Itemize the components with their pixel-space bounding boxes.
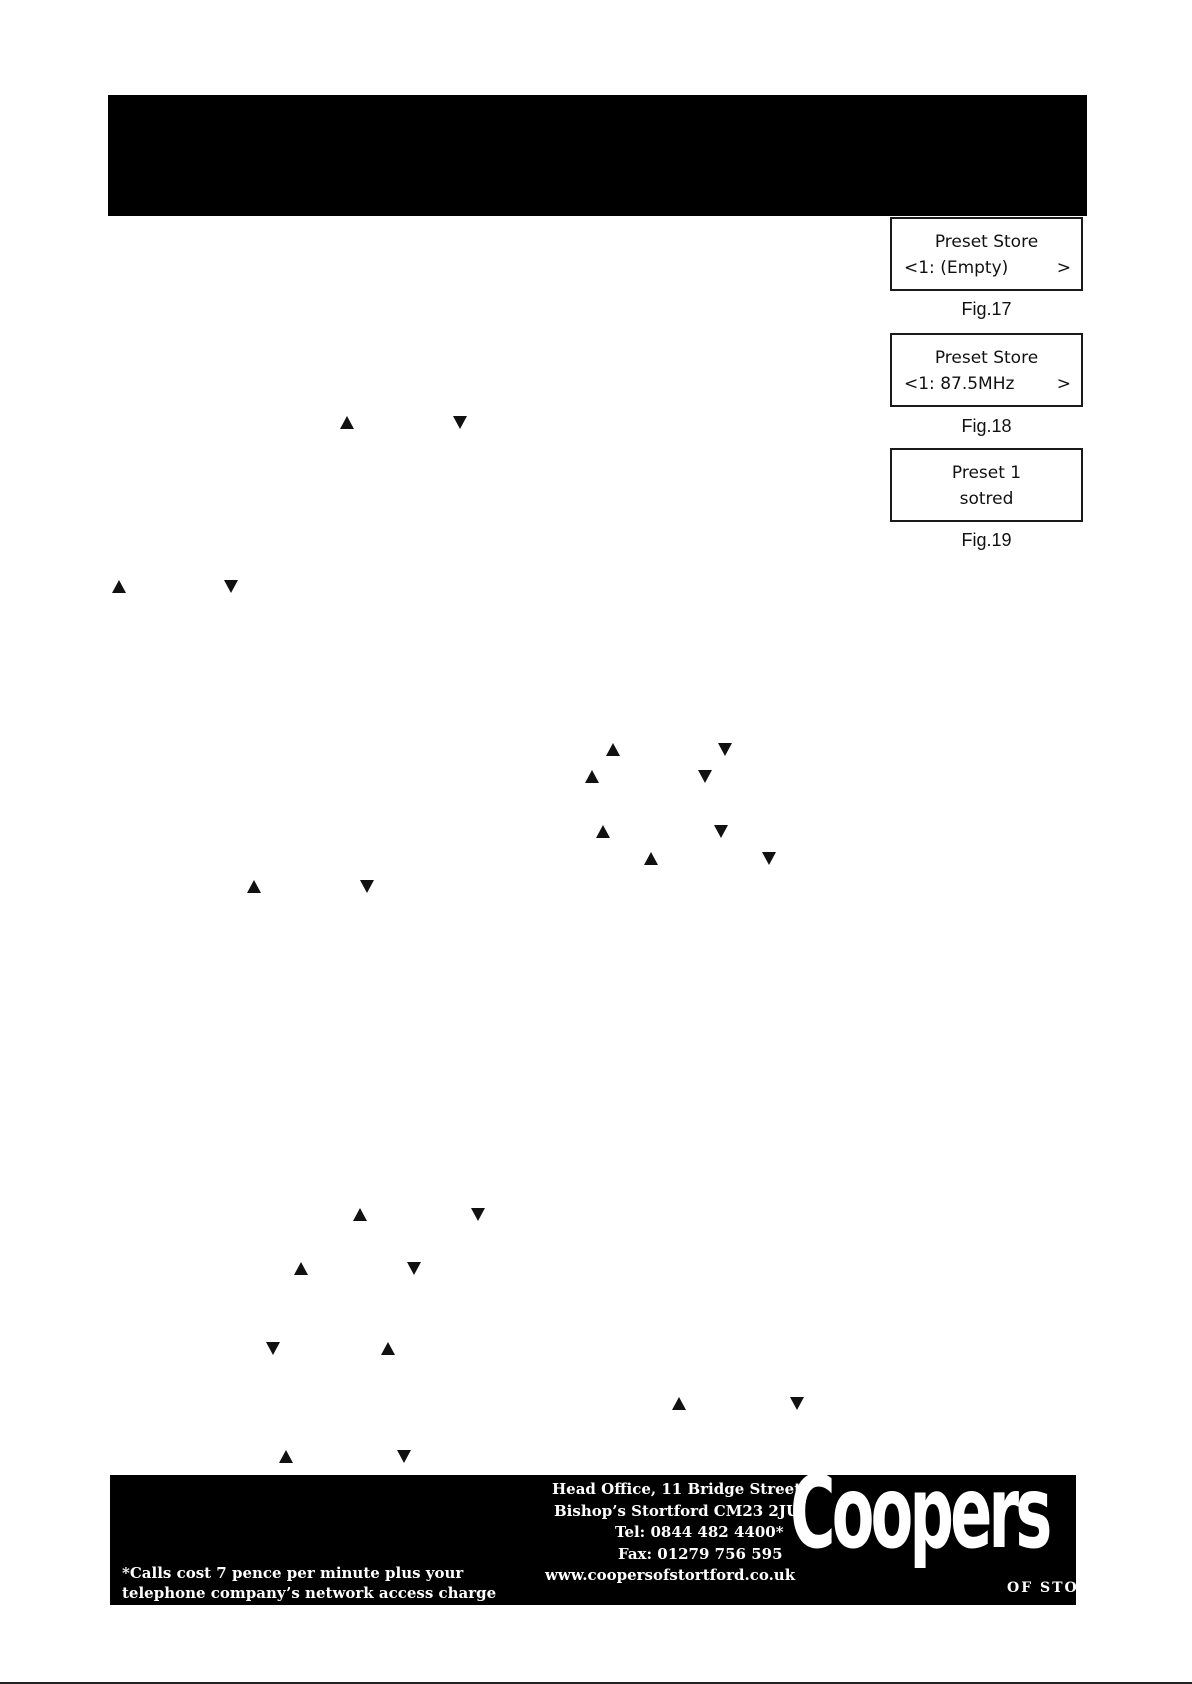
call-charge-note-line-1: *Calls cost 7 pence per minute plus your	[122, 1564, 464, 1582]
down-arrow-icon	[718, 743, 732, 756]
lcd-display-preset-store-frequency	[890, 333, 1083, 407]
logo-subtitle: OF STORTFORD	[1007, 1580, 1159, 1596]
lcd-display-preset-store-empty	[890, 217, 1083, 291]
down-arrow-icon	[397, 1450, 411, 1463]
fax-number: Fax: 01279 756 595	[618, 1544, 783, 1563]
up-arrow-icon	[112, 580, 126, 593]
lcd-line-2-left: <1: (Empty)	[904, 258, 1009, 278]
up-arrow-icon	[585, 770, 599, 783]
down-arrow-icon	[266, 1342, 280, 1355]
up-arrow-icon	[353, 1208, 367, 1221]
up-arrow-icon	[596, 825, 610, 838]
website-link: www.coopersofstortford.co.uk	[545, 1566, 796, 1584]
down-arrow-icon	[714, 825, 728, 838]
down-arrow-icon	[790, 1397, 804, 1410]
figure-caption: Fig.17	[961, 299, 1012, 319]
call-charge-note	[122, 1563, 496, 1603]
header-band	[108, 95, 1087, 216]
up-arrow-icon	[340, 416, 354, 429]
telephone-number: Tel: 0844 482 4400*	[615, 1523, 784, 1541]
lcd-line-2-right: >	[1056, 258, 1071, 278]
address-line-1: Head Office, 11 Bridge Street,	[552, 1480, 807, 1498]
up-arrow-icon	[279, 1450, 293, 1463]
lcd-line-1: Preset Store	[934, 232, 1039, 252]
up-arrow-icon	[381, 1342, 395, 1355]
up-arrow-icon	[294, 1262, 308, 1275]
footer-band	[110, 1454, 1159, 1605]
call-charge-note-line-2: telephone company’s network access charge	[122, 1584, 497, 1602]
up-arrow-icon	[606, 743, 620, 756]
up-arrow-icon	[672, 1397, 686, 1410]
down-arrow-icon	[762, 852, 776, 865]
down-arrow-icon	[407, 1262, 421, 1275]
lcd-line-2-right: >	[1056, 374, 1071, 394]
down-arrow-icon	[453, 416, 467, 429]
down-arrow-icon	[360, 880, 374, 893]
down-arrow-icon	[698, 770, 712, 783]
lcd-line-1: Preset Store	[934, 348, 1039, 368]
lcd-line-2-left: <1: 87.5MHz	[904, 374, 1015, 394]
lcd-display-preset-stored	[890, 448, 1083, 522]
lcd-line-1: Preset 1	[951, 463, 1022, 483]
up-arrow-icon	[247, 880, 261, 893]
lcd-line-2: sotred	[959, 489, 1014, 509]
figure-caption: Fig.18	[961, 416, 1012, 436]
address-line-2: Bishop’s Stortford CM23 2JU	[554, 1501, 800, 1520]
figure-caption: Fig.19	[961, 530, 1012, 550]
down-arrow-icon	[471, 1208, 485, 1221]
logo-wordmark: Coopers	[790, 1454, 1049, 1571]
down-arrow-icon	[224, 580, 238, 593]
up-arrow-icon	[644, 852, 658, 865]
coopers-logo	[790, 1454, 1159, 1602]
